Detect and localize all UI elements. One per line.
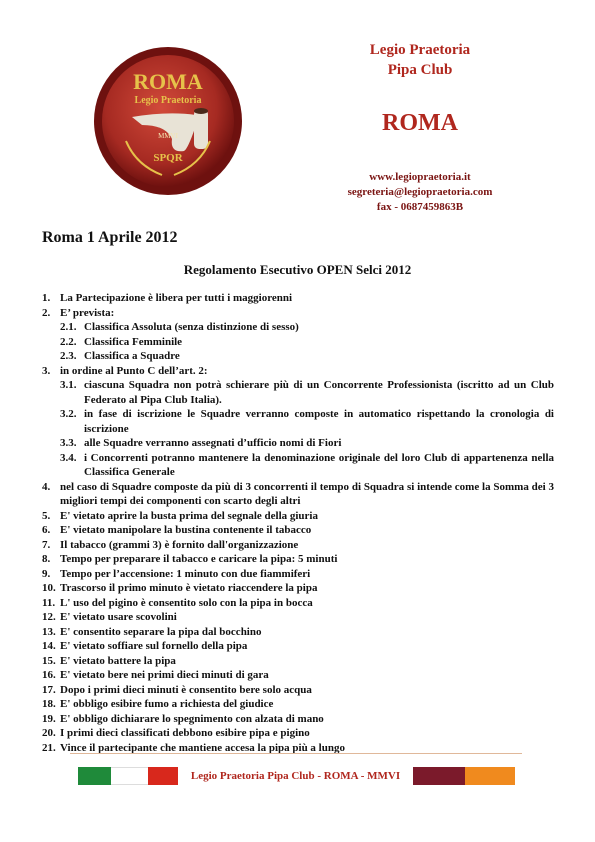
rule-subitem: 2.1. Classifica Assoluta (senza distinzione di sesso) (60, 321, 299, 333)
document-date: Roma 1 Aprile 2012 (42, 229, 178, 246)
rule-item: 7. Il tabacco (grammi 3) è fornito dall'organizzazione (42, 538, 299, 551)
rule-item: 14. E' vietato soffiare sul fornello della pipa (42, 640, 248, 652)
rule-item: 15. E' vietato battere la pipa (42, 654, 176, 667)
rule-item: 19. E' obbligo dichiarare lo spegnimento con alzata di mano (42, 712, 324, 725)
rule-subitem: 3.2. in fase di iscrizione le Squadre verranno composte in automatico rispettando la cronologia di iscrizione (60, 408, 554, 435)
fax-number: fax - 0687459863B (376, 201, 464, 213)
rule-item: 18. E' obbligo esibire fumo a richiesta del giudice (42, 698, 274, 710)
rule-subitem: 2.3. Classifica a Squadre (60, 350, 180, 362)
rule-item: 3. in ordine al Punto C dell’art. 2: (42, 364, 208, 377)
document-title: Regolamento Esecutivo OPEN Selci 2012 (183, 262, 412, 277)
rule-item: 2. E’ prevista: (42, 306, 115, 319)
footer-bar (78, 767, 545, 785)
logo-bottom-text: SPQR (153, 152, 183, 164)
logo-top-text: ROMA (133, 69, 203, 94)
website-link[interactable]: www.legiopraetoria.it (369, 171, 471, 183)
logo-year: MMVI (158, 132, 178, 140)
rule-subitem: 3.1. ciascuna Squadra non potrà schierare più di un Concorrente Professionista (iscritto ad un Club Federato al Pipa Club Italia). (60, 379, 554, 406)
logo-mid-text: Legio Praetoria (134, 95, 202, 106)
rule-subitem: 3.3. alle Squadre verranno assegnati d’ufficio nomi di Fiori (60, 437, 342, 449)
footer-text: Legio Praetoria Pipa Club - ROMA - MMVI (190, 770, 401, 782)
rules-list (42, 291, 554, 755)
flag-red-stripe (148, 767, 178, 785)
rule-item: 21. Vince il partecipante che mantiene accesa la pipa più a lungo (42, 741, 345, 754)
club-name-line2: Pipa Club (387, 62, 453, 78)
club-city: ROMA (382, 110, 458, 136)
rule-item: 5. E' vietato aprire la busta prima del segnale della giuria (42, 509, 318, 522)
club-name-line1: Legio Praetoria (369, 42, 471, 58)
email-link[interactable]: segreteria@legiopraetoria.com (347, 186, 493, 198)
roma-burgundy-stripe (413, 767, 465, 785)
roma-orange-stripe (465, 767, 515, 785)
rule-item: 12. E' vietato usare scovolini (42, 611, 177, 623)
rule-item: 13. E' consentito separare la pipa dal bocchino (42, 625, 262, 638)
rule-item: 1. La Partecipazione è libera per tutti i maggiorenni (42, 292, 293, 304)
flag-white-stripe (111, 767, 148, 785)
rule-item: 17. Dopo i primi dieci minuti è consentito bere solo acqua (42, 683, 312, 696)
rule-item: 9. Tempo per l’accensione: 1 minuto con due fiammiferi (42, 567, 311, 580)
rule-subitem: 3.4. i Concorrenti potranno mantenere la denominazione originale del loro Club di appartenenza nella Classifica Generale (60, 451, 554, 478)
flag-green-stripe (78, 767, 111, 785)
rule-item: 10. Trascorso il primo minuto è vietato riaccendere la pipa (42, 582, 318, 594)
footer-divider (70, 753, 522, 754)
rule-item: 8. Tempo per preparare il tabacco e caricare la pipa: 5 minuti (42, 553, 338, 565)
rule-item: 6. E' vietato manipolare la bustina contenente il tabacco (42, 524, 312, 536)
contact-block (330, 170, 510, 215)
rule-item: 4. nel caso di Squadre composte da più di 3 concorrenti il tempo di Squadra si intende come la Somma dei 3 migliori tempi dei componenti con scarto degli altri (42, 480, 554, 507)
rule-item: 16. E' vietato bere nei primi dieci minuti di gara (42, 669, 269, 681)
club-header (320, 40, 520, 137)
rule-item: 11. L' uso del pigino è consentito solo con la pipa in bocca (42, 596, 313, 609)
rule-subitem: 2.2. Classifica Femminile (60, 335, 183, 348)
rule-item: 20. I primi dieci classificati debbono esibire pipa e pigino (42, 727, 310, 739)
club-logo (92, 45, 244, 197)
